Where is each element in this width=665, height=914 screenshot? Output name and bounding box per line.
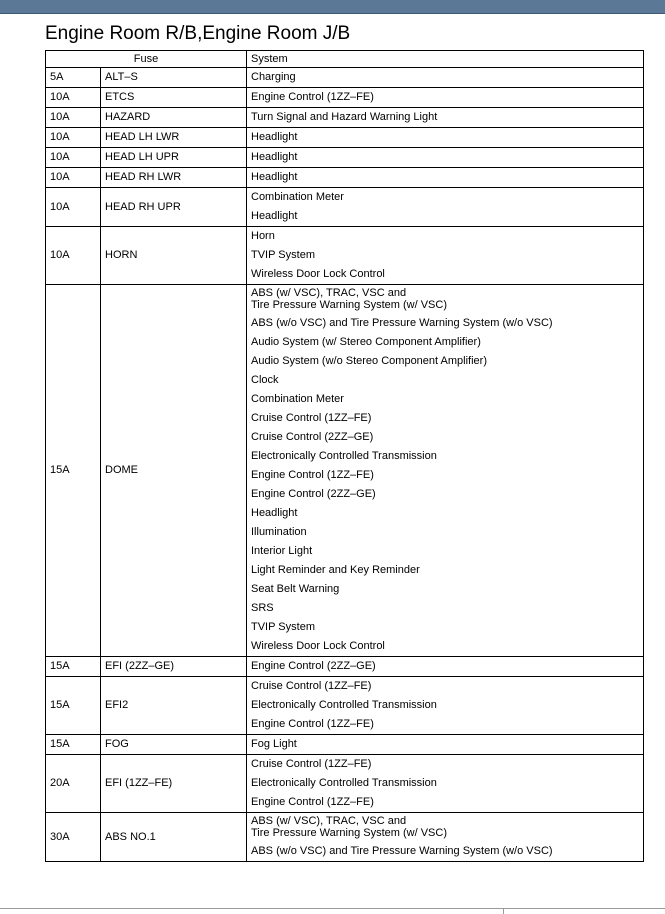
fuse-systems: [247, 735, 644, 755]
fuse-row: [46, 188, 644, 227]
system-entry: TVIP System: [251, 249, 315, 261]
fuse-systems: [247, 108, 644, 128]
system-entry: Combination Meter: [251, 191, 344, 203]
fuse-name: HEAD RH UPR: [101, 188, 247, 227]
fuse-amperage: 10A: [46, 227, 101, 285]
fuse-systems: [247, 677, 644, 735]
system-entry: ABS (w/ VSC), TRAC, VSC and Tire Pressure Warning System (w/ VSC): [251, 815, 448, 839]
fuse-row: [46, 168, 644, 188]
fuse-systems: [247, 128, 644, 148]
fuse-row: [46, 285, 644, 657]
fuse-systems: [247, 813, 644, 862]
fuse-name: EFI2: [101, 677, 247, 735]
fuse-name: EFI (2ZZ–GE): [101, 657, 247, 677]
fuse-systems: [247, 227, 644, 285]
fuse-row: [46, 68, 644, 88]
system-entry: Engine Control (1ZZ–FE): [251, 796, 374, 808]
system-entry: Engine Control (2ZZ–GE): [251, 488, 376, 500]
page-title: Engine Room R/B,Engine Room J/B: [45, 23, 351, 44]
system-entry: ABS (w/ VSC), TRAC, VSC and Tire Pressure Warning System (w/ VSC): [251, 287, 448, 311]
fuse-systems: [247, 168, 644, 188]
fuse-systems: [247, 188, 644, 227]
fuse-row: [46, 813, 644, 862]
system-entry: Light Reminder and Key Reminder: [251, 564, 420, 576]
fuse-amperage: 15A: [46, 285, 101, 657]
fuse-amperage: 5A: [46, 68, 101, 88]
fuse-row: [46, 657, 644, 677]
system-entry: Cruise Control (1ZZ–FE): [251, 412, 372, 424]
fuse-name: FOG: [101, 735, 247, 755]
fuse-systems: [247, 148, 644, 168]
fuse-name: HEAD LH LWR: [101, 128, 247, 148]
fuse-row: [46, 735, 644, 755]
system-entry: Horn: [251, 230, 275, 242]
system-entry: Charging: [251, 71, 296, 83]
fuse-name: ABS NO.1: [101, 813, 247, 862]
system-entry: Turn Signal and Hazard Warning Light: [251, 111, 438, 123]
system-entry: Illumination: [251, 526, 307, 538]
fuse-systems: [247, 68, 644, 88]
fuse-amperage: 10A: [46, 128, 101, 148]
fuse-name: DOME: [101, 285, 247, 657]
system-entry: Engine Control (2ZZ–GE): [251, 660, 376, 672]
system-entry: ABS (w/o VSC) and Tire Pressure Warning System (w/o VSC): [251, 317, 553, 329]
system-entry: Audio System (w/o Stereo Component Amplifier): [251, 355, 487, 367]
system-entry: ABS (w/o VSC) and Tire Pressure Warning System (w/o VSC): [251, 845, 553, 857]
system-entry: TVIP System: [251, 621, 315, 633]
system-entry: Seat Belt Warning: [251, 583, 340, 595]
fuse-row: [46, 88, 644, 108]
fuse-name: ALT–S: [101, 68, 247, 88]
fuse-name: HORN: [101, 227, 247, 285]
system-entry: SRS: [251, 602, 274, 614]
system-entry: Cruise Control (1ZZ–FE): [251, 680, 372, 692]
fuse-name: HEAD LH UPR: [101, 148, 247, 168]
system-column-header: System: [247, 51, 644, 68]
system-entry: Engine Control (1ZZ–FE): [251, 91, 374, 103]
system-entry: Headlight: [251, 507, 298, 519]
fuse-systems: [247, 285, 644, 657]
fuse-amperage: 10A: [46, 108, 101, 128]
fuse-column-header: Fuse: [46, 51, 247, 68]
fuse-name: ETCS: [101, 88, 247, 108]
fuse-row: [46, 755, 644, 813]
fuse-systems: [247, 88, 644, 108]
system-entry: Headlight: [251, 151, 298, 163]
fuse-amperage: 20A: [46, 755, 101, 813]
fuse-row: [46, 677, 644, 735]
system-entry: Clock: [251, 374, 279, 386]
system-entry: Electronically Controlled Transmission: [251, 450, 437, 462]
system-entry: Headlight: [251, 210, 298, 222]
system-entry: Engine Control (1ZZ–FE): [251, 718, 374, 730]
fuse-amperage: 15A: [46, 657, 101, 677]
fuse-row: [46, 108, 644, 128]
system-entry: Cruise Control (1ZZ–FE): [251, 758, 372, 770]
fuse-rows: [46, 68, 644, 862]
fuse-name: HAZARD: [101, 108, 247, 128]
system-entry: Headlight: [251, 131, 298, 143]
system-entry: Fog Light: [251, 738, 297, 750]
system-entry: Electronically Controlled Transmission: [251, 777, 437, 789]
fuse-amperage: 30A: [46, 813, 101, 862]
system-entry: Electronically Controlled Transmission: [251, 699, 437, 711]
fuse-amperage: 10A: [46, 188, 101, 227]
footer-divider-tick: [503, 908, 504, 914]
fuse-amperage: 15A: [46, 735, 101, 755]
footer-divider: [0, 908, 665, 909]
fuse-table: [45, 50, 644, 862]
system-entry: Wireless Door Lock Control: [251, 268, 385, 280]
fuse-systems: [247, 755, 644, 813]
system-entry: Wireless Door Lock Control: [251, 640, 385, 652]
fuse-amperage: 10A: [46, 88, 101, 108]
fuse-name: HEAD RH LWR: [101, 168, 247, 188]
system-entry: Interior Light: [251, 545, 313, 557]
system-entry: Headlight: [251, 171, 298, 183]
fuse-amperage: 10A: [46, 148, 101, 168]
fuse-row: [46, 148, 644, 168]
top-header-bar: [0, 0, 665, 14]
fuse-systems: [247, 657, 644, 677]
system-entry: Combination Meter: [251, 393, 344, 405]
fuse-name: EFI (1ZZ–FE): [101, 755, 247, 813]
system-entry: Cruise Control (2ZZ–GE): [251, 431, 374, 443]
system-entry: Engine Control (1ZZ–FE): [251, 469, 374, 481]
system-entry: Audio System (w/ Stereo Component Amplifier): [251, 336, 481, 348]
fuse-amperage: 15A: [46, 677, 101, 735]
fuse-row: [46, 128, 644, 148]
fuse-amperage: 10A: [46, 168, 101, 188]
fuse-row: [46, 227, 644, 285]
table-header-row: [46, 51, 644, 68]
